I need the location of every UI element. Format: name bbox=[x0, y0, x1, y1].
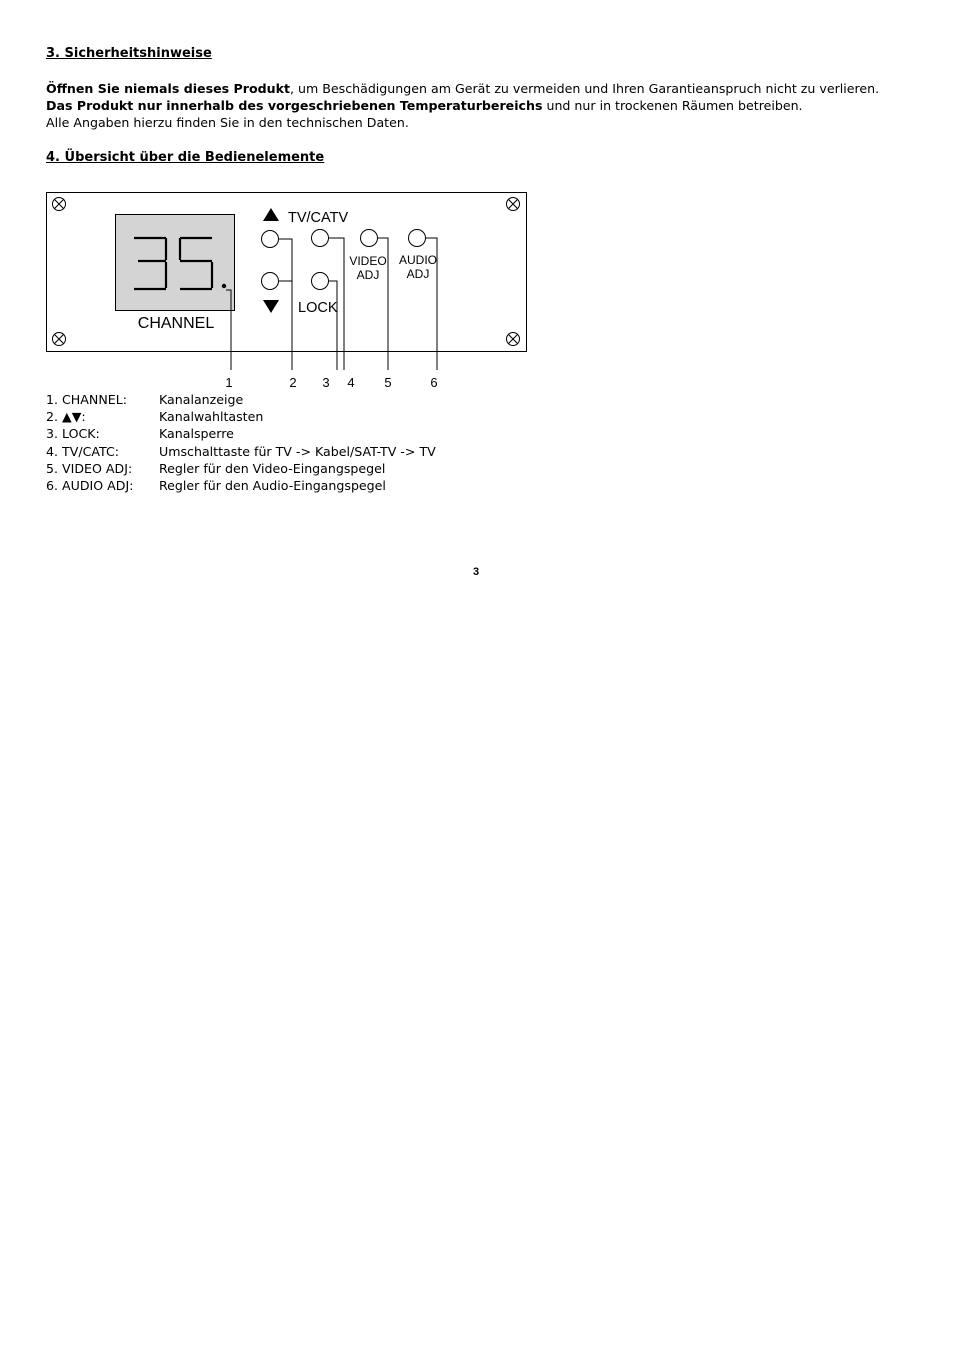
screw-icon bbox=[53, 333, 66, 346]
video-adj-label-1: VIDEO bbox=[349, 254, 387, 268]
section-4-heading: 4. Übersicht über die Bedienelemente bbox=[46, 150, 325, 165]
legend-key: 1. CHANNEL: bbox=[46, 392, 127, 407]
callout-5: 5 bbox=[384, 375, 392, 390]
legend-item bbox=[46, 425, 466, 442]
callout-1: 1 bbox=[225, 375, 233, 390]
display-decimal-point bbox=[222, 284, 226, 288]
legend-item bbox=[46, 477, 466, 494]
legend-desc: Regler für den Audio-Eingangspegel bbox=[159, 477, 386, 493]
screw-icon bbox=[507, 198, 520, 211]
safety-line-3: Alle Angaben hierzu finden Sie in den technischen Daten. bbox=[46, 115, 409, 130]
legend-key: 5. VIDEO ADJ: bbox=[46, 460, 133, 476]
legend-desc: Regler für den Video-Eingangspegel bbox=[159, 460, 386, 476]
channel-display bbox=[116, 215, 235, 311]
legend-key: 4. TV/CATC: bbox=[46, 443, 119, 459]
tv-catv-label: TV/CATV bbox=[288, 210, 349, 226]
legend-item bbox=[46, 408, 466, 425]
callout-3: 3 bbox=[322, 375, 330, 390]
control-panel-diagram bbox=[0, 0, 954, 400]
legend-desc: Kanalwahltasten bbox=[159, 409, 264, 425]
legend-item bbox=[46, 443, 466, 460]
legend-list bbox=[46, 391, 466, 494]
tv-catv-button bbox=[312, 230, 329, 247]
triangle-down-icon bbox=[263, 300, 279, 313]
legend-item bbox=[46, 460, 466, 477]
audio-adj-knob bbox=[409, 230, 426, 247]
page-number: 3 bbox=[473, 566, 480, 578]
audio-adj-label-1: AUDIO bbox=[398, 253, 438, 267]
lock-button bbox=[312, 273, 329, 290]
video-adj-label-2: ADJ bbox=[356, 268, 380, 282]
legend-desc: Kanalanzeige bbox=[159, 392, 244, 407]
screw-icon bbox=[53, 198, 66, 211]
callout-4: 4 bbox=[347, 375, 355, 390]
legend-item bbox=[46, 391, 466, 408]
triangle-up-icon bbox=[263, 208, 279, 221]
lock-label: LOCK bbox=[298, 300, 338, 316]
safety-line-2: Das Produkt nur innerhalb des vorgeschriebenen Temperaturbereichs und nur in trockenen Räumen betreiben. bbox=[46, 98, 803, 113]
channel-up-button bbox=[262, 231, 279, 248]
audio-adj-label-2: ADJ bbox=[406, 267, 430, 281]
video-adj-knob bbox=[361, 230, 378, 247]
screw-icon bbox=[507, 333, 520, 346]
safety-line-1: Öffnen Sie niemals dieses Produkt, um Beschädigungen am Gerät zu vermeiden und Ihren Garantieanspruch nicht zu verlieren. bbox=[46, 81, 880, 96]
legend-key: 3. LOCK: bbox=[46, 426, 100, 442]
legend-key: 6. AUDIO ADJ: bbox=[46, 477, 134, 493]
legend-desc: Kanalsperre bbox=[159, 426, 234, 442]
channel-label: CHANNEL bbox=[137, 315, 215, 332]
callout-6: 6 bbox=[430, 375, 438, 390]
legend-key: 2. ▲▼: bbox=[46, 409, 86, 425]
callout-2: 2 bbox=[289, 375, 297, 390]
channel-down-button bbox=[262, 273, 279, 290]
section-3-heading: 3. Sicherheitshinweise bbox=[46, 46, 212, 61]
legend-desc: Umschalttaste für TV -> Kabel/SAT-TV -> TV bbox=[159, 443, 436, 459]
